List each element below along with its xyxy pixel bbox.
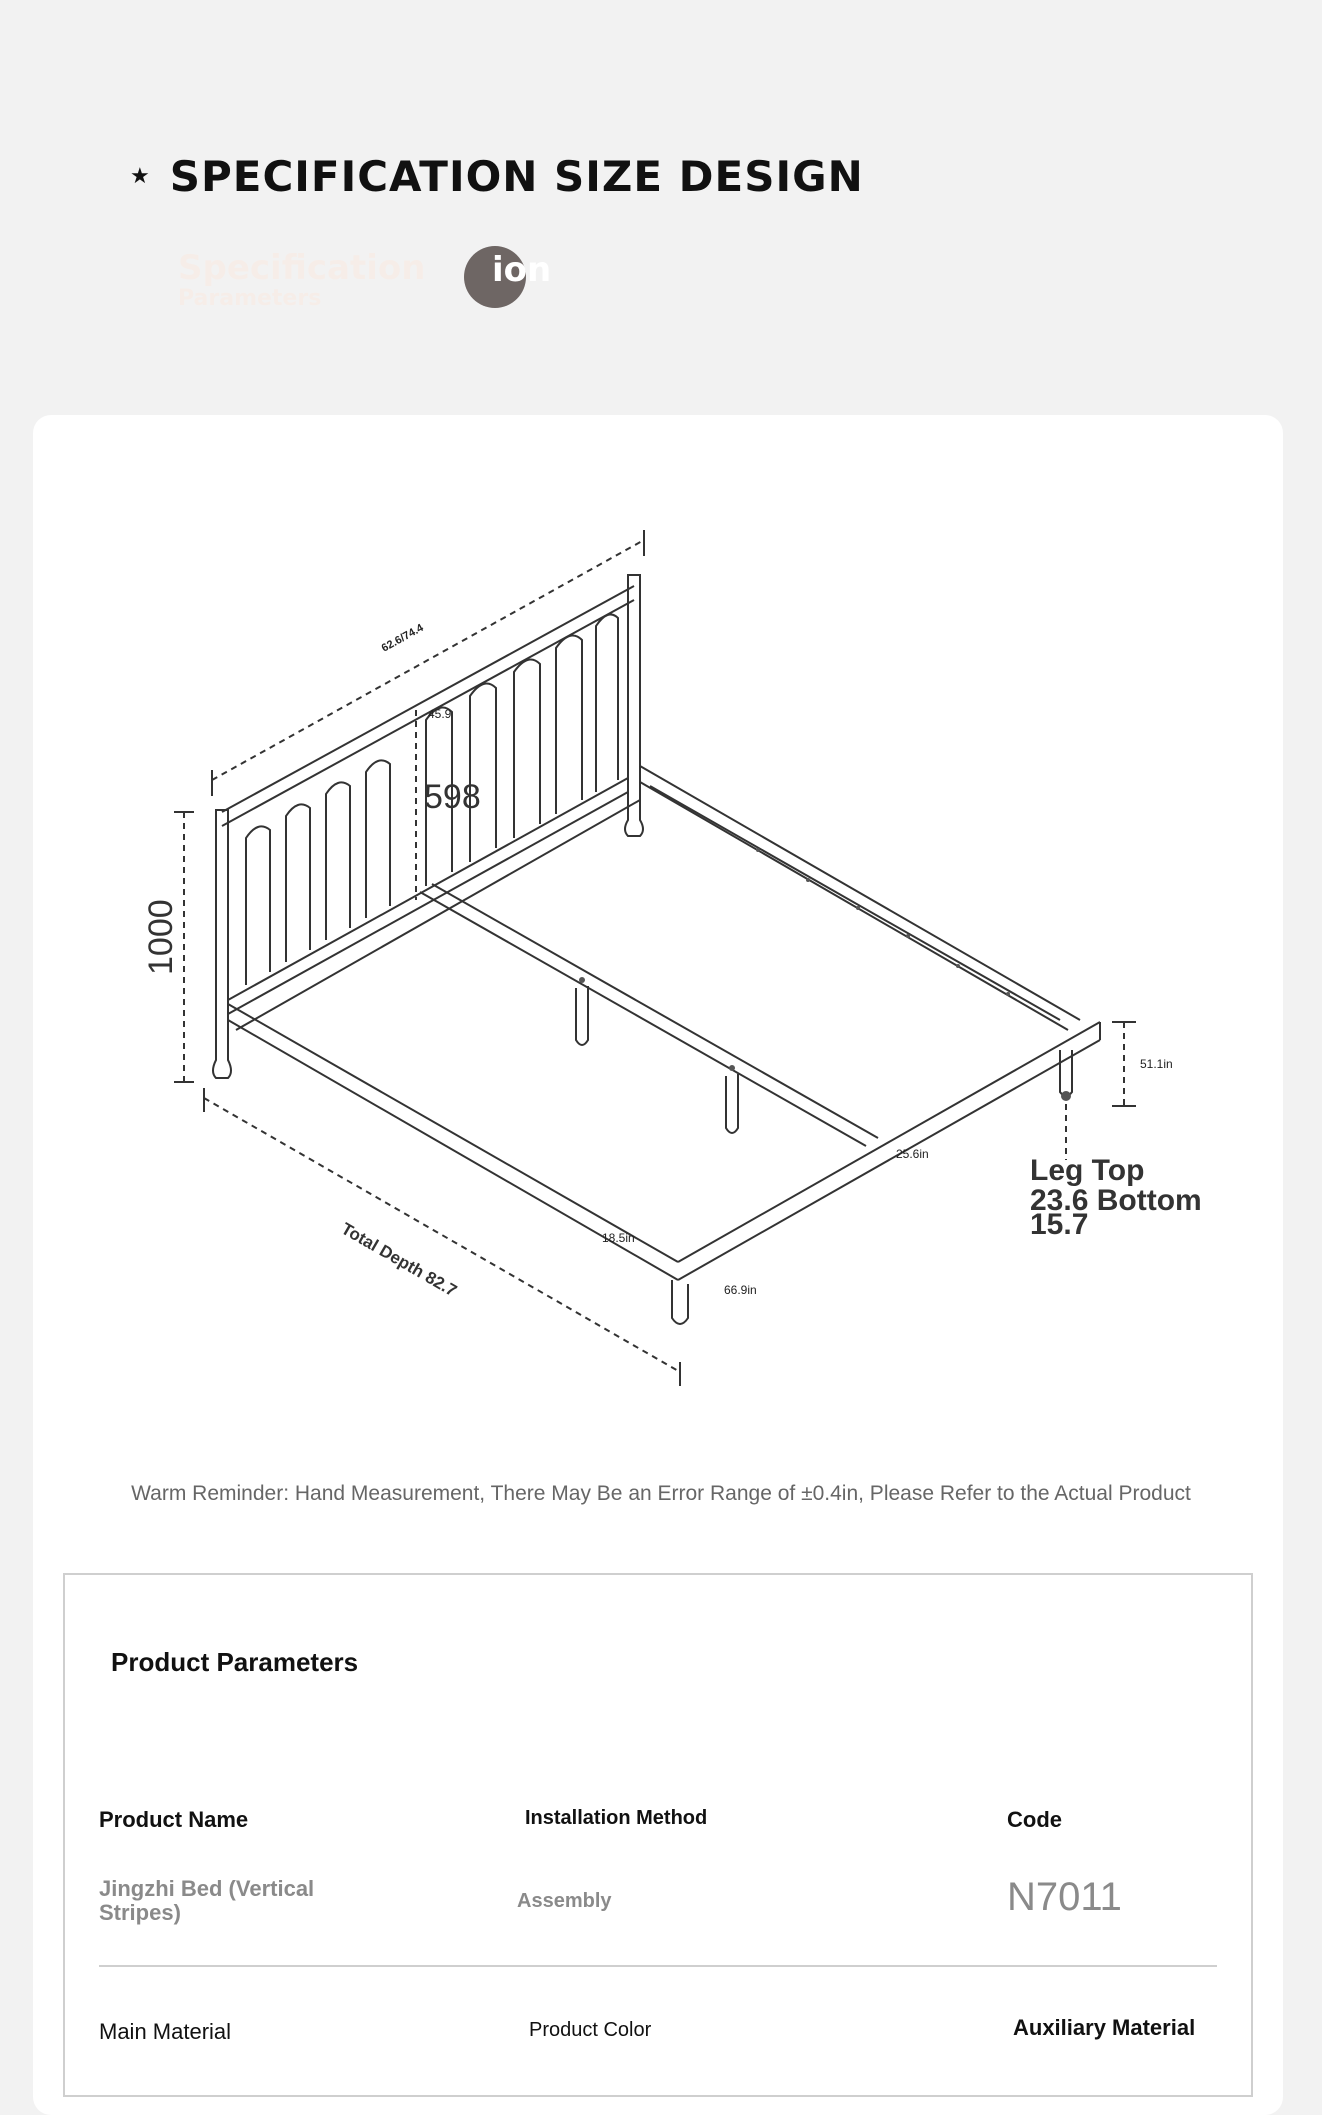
code-value: N7011 [1007,1875,1122,1919]
subtitle-faded-text-2: Parameters [178,286,322,311]
warm-reminder-text: Warm Reminder: Hand Measurement, There May Be an Error Range of ±0.4in, Please Refer to the Actual Product [131,1482,1191,1505]
product-name-value [99,1877,314,1925]
headboard-width-label: 62.6/74.4 [379,621,426,655]
foot-width-label: 66.9in [724,1283,757,1297]
side-height-label: 51.1in [1140,1057,1173,1071]
subtitle-faded-text: Specification [178,248,426,288]
installation-method-value: Assembly [517,1890,612,1912]
product-name-label: Product Name [99,1807,249,1832]
rail-width-label: 25.6in [896,1147,929,1161]
bed-frame-drawing [213,575,1100,1324]
main-material-label: Main Material [99,2019,232,2044]
code-label: Code [1007,1807,1062,1832]
page-title: SPECIFICATION SIZE DESIGN [169,152,864,201]
parameters-title: Product Parameters [111,1647,359,1677]
leg-info-line-3: 15.7 [1030,1208,1089,1241]
star-icon: ★ [130,164,150,189]
auxiliary-material-label: Auxiliary Material [1013,2015,1196,2040]
product-parameters-table [63,1573,1253,2097]
table-divider [99,1965,1217,1967]
product-name-value-line-2: Stripes) [99,1900,181,1925]
product-name-value-line-1: Jingzhi Bed (Vertical [99,1876,315,1901]
dimension-ticks [174,530,1136,1386]
total-depth-label: Total Depth 82.7 [338,1219,461,1301]
total-height-label: 1000 [142,899,180,975]
installation-method-label: Installation Method [525,1807,708,1829]
center-height-label: 18.5in [602,1231,635,1245]
leg-info-line-2: 23.6 Bottom [1030,1184,1202,1217]
headboard-height-label: 598 [424,778,481,816]
leg-info-line-1: Leg Top [1030,1154,1145,1187]
subtitle-visible-text: ion [492,250,552,290]
headboard-inner-height-label: 45.9 [428,707,452,721]
product-color-label: Product Color [529,2019,652,2041]
